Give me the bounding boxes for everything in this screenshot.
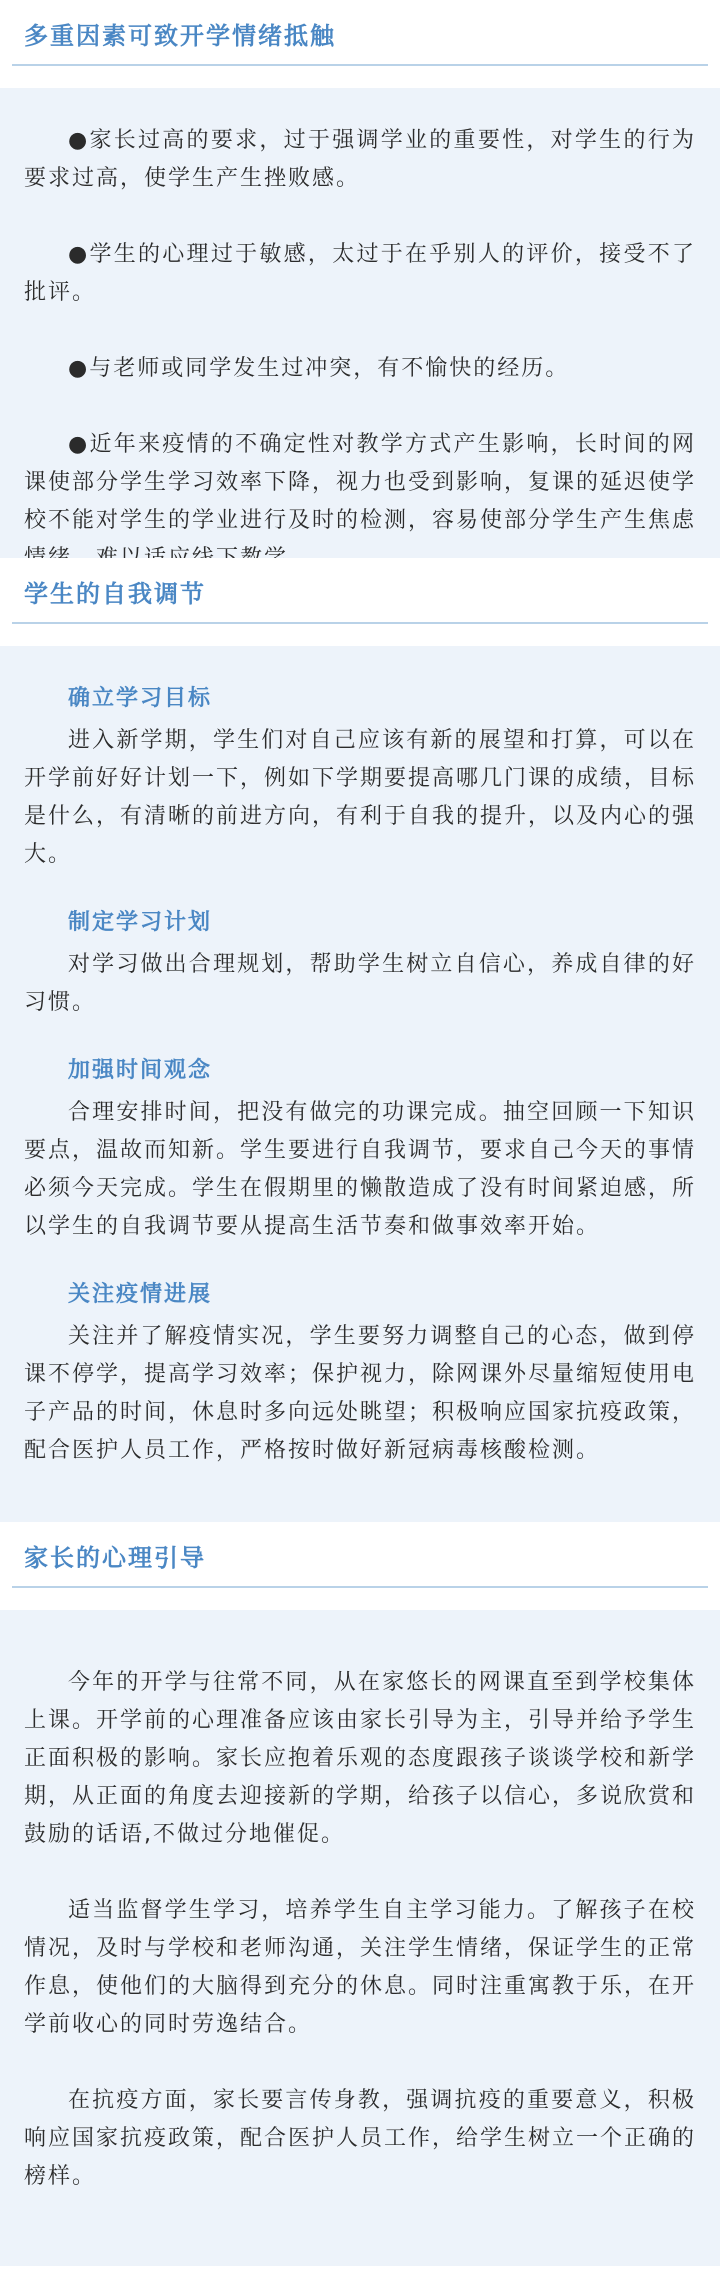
paragraph: ●与老师或同学发生过冲突，有不愉快的经历。 <box>68 356 570 381</box>
section-divider <box>12 1586 708 1588</box>
subsection <box>24 680 696 874</box>
section-title: 学生的自我调节 <box>24 580 206 608</box>
section-body-1 <box>0 88 720 558</box>
paragraph: ●学生的心理过于敏感，太过于在乎别人的评价，接受不了批评。 <box>24 242 696 305</box>
subsection-heading: 关注疫情进展 <box>68 1282 213 1307</box>
section-title: 多重因素可致开学情绪抵触 <box>24 22 336 50</box>
paragraph: 对学习做出合理规划，帮助学生树立自信心，养成自律的好习惯。 <box>24 952 696 1015</box>
section-divider <box>12 64 708 66</box>
subsection <box>24 904 696 1022</box>
paragraph: 适当监督学生学习，培养学生自主学习能力。了解孩子在校情况，及时与学校和老师沟通，关注学生情绪，保证学生的正常作息，使他们的大脑得到充分的休息。同时注重寓教于乐，在开学前收心的同时劳逸结合。 <box>24 1898 697 2037</box>
section-header-1 <box>0 0 720 80</box>
paragraph: 进入新学期，学生们对自己应该有新的展望和打算，可以在开学前好好计划一下，例如下学期要提高哪几门课的成绩，目标是什么，有清晰的前进方向，有利于自我的提升，以及内心的强大。 <box>24 728 697 867</box>
subsection-heading: 确立学习目标 <box>68 686 213 711</box>
section-title: 家长的心理引导 <box>24 1544 206 1572</box>
paragraph: ●家长过高的要求，过于强调学业的重要性，对学生的行为要求过高，使学生产生挫败感。 <box>24 128 696 191</box>
subsection-heading: 制定学习计划 <box>68 910 213 935</box>
section-divider <box>12 622 708 624</box>
subsection-heading: 加强时间观念 <box>68 1058 213 1083</box>
paragraph: ●近年来疫情的不确定性对教学方式产生影响，长时间的网课使部分学生学习效率下降，视力也受到影响，复课的延迟使学校不能对学生的学业进行及时的检测，容易使部分学生产生焦虑 <box>24 432 697 533</box>
subsection <box>24 1052 696 1246</box>
subsection <box>24 1276 696 1470</box>
section-header-2 <box>0 558 720 638</box>
section-body-2 <box>0 646 720 1522</box>
section-header-3 <box>0 1522 720 1602</box>
paragraph: 在抗疫方面，家长要言传身教，强调抗疫的重要意义，积极响应国家抗疫政策，配合医护人员工作，给学生树立一个正确的榜样。 <box>24 2088 697 2189</box>
paragraph: 关注并了解疫情实况，学生要努力调整自己的心态，做到停课不停学，提高学习效率；保护视力，除网课外尽量缩短使用电子产品的时间，休息时多向远处眺望；积极响应国家抗疫政策，配合医护人员工作，严格按时做好新冠病毒核酸检测。 <box>24 1324 697 1463</box>
section-body-3 <box>0 1610 720 2266</box>
paragraph: 合理安排时间，把没有做完的功课完成。抽空回顾一下知识要点，温故而知新。学生要进行自我调节，要求自己今天的事情必须今天完成。学生在假期里的懒散造成了没有时间紧迫感，所以学生的自我调节要从提高生活节奏和做事效率开始。 <box>24 1100 697 1239</box>
paragraph: 今年的开学与往常不同，从在家悠长的网课直至到学校集体上课。开学前的心理准备应该由家长引导为主，引导并给予学生正面积极的影响。家长应抱着乐观的态度跟孩子谈谈学校和新学期，从正面的角度去迎接新的学期，给孩子以信心，多说欣赏和鼓励的话语,不做过分地催促。 <box>24 1670 697 1847</box>
